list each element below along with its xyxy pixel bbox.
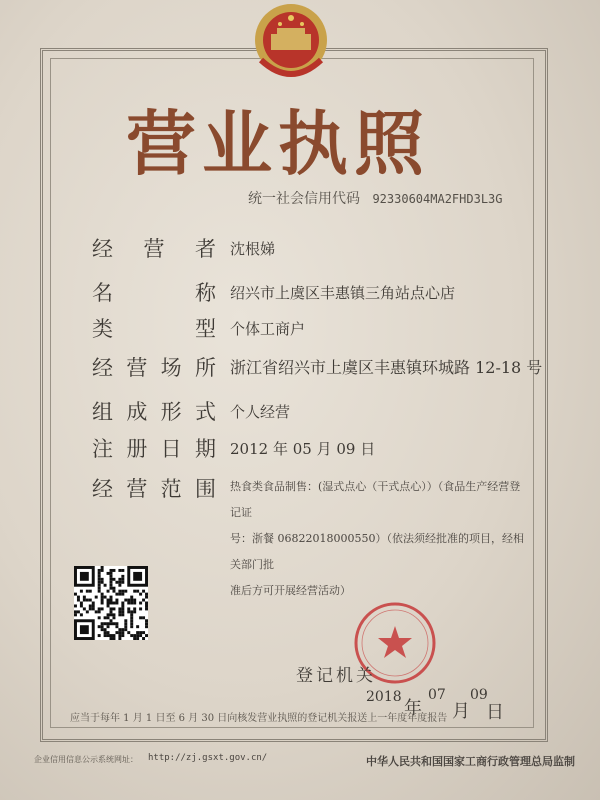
operator-label: 经营者 [92, 237, 216, 261]
type-label: 类型 [92, 317, 216, 341]
qr-code[interactable] [74, 566, 148, 640]
credit-code-row [248, 188, 548, 210]
registration-date-label: 注册日期 [92, 437, 216, 461]
issue-day: 09 [470, 687, 488, 703]
scope-label: 经营范围 [92, 477, 216, 501]
issue-day-unit: 日 [486, 702, 504, 723]
issuer-text: 中华人民共和国国家工商行政管理总局监制 [366, 755, 575, 768]
type-value: 个体工商户 [230, 320, 306, 338]
credit-code-label: 统一社会信用代码 [248, 191, 360, 207]
name-value: 绍兴市上虞区丰惠镇三角站点心店 [230, 284, 456, 302]
credit-code-value: 92330604MA2FHD3L3G [372, 192, 503, 206]
scope-line: 号：浙餐 06822018000550）（依法须经批准的项目，经相关部门批 [230, 532, 524, 571]
form-value: 个人经营 [230, 403, 291, 421]
premises-value: 浙江省绍兴市上虞区丰惠镇环城路 12-18 号 [230, 358, 543, 377]
page-title: 营业执照 [126, 103, 430, 185]
system-url-label: 企业信用信息公示系统网址： [34, 755, 138, 764]
national-emblem-icon [244, 0, 338, 92]
annual-report-note: 应当于每年 1 月 1 日至 6 月 30 日向核发营业执照的登记机关报送上一年度年度报告 [70, 713, 448, 724]
scope-line: 准后方可开展经营活动） [230, 584, 351, 597]
registration-date-value: 2012 年 05 月 09 日 [230, 440, 376, 458]
system-url-link[interactable]: http://zj.gsxt.gov.cn/ [148, 753, 268, 763]
scope-value [230, 474, 528, 597]
registration-authority: 登记机关 [296, 666, 376, 686]
operator-value: 沈根娣 [230, 240, 276, 258]
form-label: 组成形式 [92, 400, 216, 424]
name-label: 名称 [92, 281, 216, 305]
issue-month-unit: 月 [452, 701, 470, 722]
issue-year-unit: 年 [404, 698, 422, 719]
issue-month: 07 [428, 687, 446, 703]
scope-line: 热食类食品制售：(湿式点心（干式点心））（食品生产经营登记证 [230, 480, 521, 519]
premises-label: 经营场所 [92, 356, 216, 380]
issue-year: 2018 [366, 689, 402, 705]
